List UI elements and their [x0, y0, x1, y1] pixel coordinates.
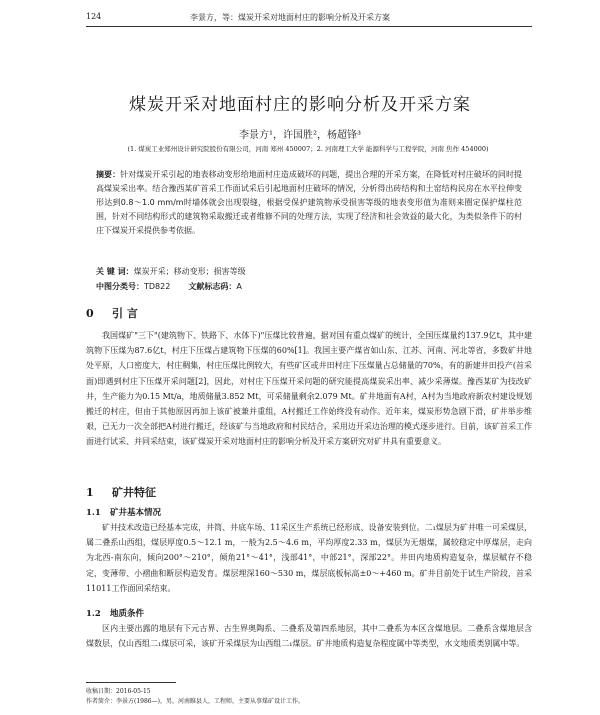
section-title: 矿井特征 [112, 486, 156, 499]
keywords-label: 关 键 词： [96, 267, 134, 276]
subsection-heading [86, 607, 144, 619]
body-paragraph: 矿井技术改造已经基本完成，井筒、井底车场、11采区生产系统已经形成、设备安装到位。二₁煤层为矿井唯一可采煤层，属二叠系山西组，煤层厚度0.5～12.1 m，一般为2.5～4.6 m，平均厚度2.33 m，煤层为无烟煤，属较稳定中厚煤层，走向为北西-南东向，倾向200°～210°，倾角21°～41°，浅部41°，中部21°，深部22°。井田内地质构造复杂，煤层赋存不稳定，变薄带、小褶曲和断层构造发育。煤层埋深160～530 m，煤层底板标高±0～+460 m。矿井目前处于试生产阶段，首采11011工作面回采结束。 [86, 523, 532, 593]
abstract [96, 168, 522, 238]
keywords [96, 266, 522, 277]
article-authors: 李景方¹，许国胜²，杨超锋³ [238, 130, 362, 141]
doc-code-label: 文献标志码： [188, 282, 237, 291]
footnote-author-bio: 作者简介：李景方(1986—)，男，河南睢县人，工程师，主要从事煤矿设计工作。 [86, 698, 304, 705]
running-title: 李景方，等：煤炭开采对地面村庄的影响分析及开采方案 [190, 13, 390, 22]
subsection-title: 地质条件 [110, 609, 145, 619]
subsection-title: 矿井基本情况 [110, 508, 162, 518]
section-number: 1 [86, 486, 94, 499]
section-number: 0 [86, 307, 94, 320]
section-title: 引 言 [112, 307, 138, 320]
subsection-number: 1.1 [86, 508, 101, 518]
subsection-number: 1.2 [86, 609, 101, 619]
running-header [86, 10, 532, 27]
section-heading [86, 305, 138, 321]
footnote-received: 收稿日期：2016-05-15 [86, 688, 151, 695]
footnote-divider [86, 682, 176, 683]
class-label: 中图分类号： [96, 282, 144, 291]
class-value: TD822 [144, 282, 171, 291]
section-heading [86, 484, 156, 500]
page-number: 124 [86, 12, 102, 21]
classification [96, 281, 522, 292]
keywords-text: 煤炭开采；移动变形；损害等级 [133, 267, 246, 276]
article-affiliation: (1. 煤炭工业郑州设计研究院股份有限公司，河南 郑州 450007；2. 河南理工大学 能源科学与工程学院，河南 焦作 454000) [127, 145, 489, 153]
abstract-label: 摘要： [96, 170, 121, 179]
abstract-text: 针对煤炭开采引起的地表移动变形给地面村庄造成破坏的问题，提出合理的开采方案，在降低对村庄破坏的同时提高煤炭采出率。结合豫西某矿首采工作面试采后引起地面村庄破坏的情况，分析得出砖结构和土窑结构民房在水平拉伸变形达到0.8～1.0 mm/m时墙体就会出现裂缝，根据受保护建筑物承受损害等级的地表变形值为准则来圈定保护煤柱范围，针对不同结构形式的建筑物采取搬迁或者维修不同的处理方法，实现了经济和社会效益的最大化，为类似条件下的村庄下煤炭开采提供参考依据。 [96, 170, 523, 235]
doc-code-value: A [236, 282, 242, 291]
body-paragraph: 区内主要出露的地层有下元古界、古生界奥陶系、二叠系及第四系地层，其中二叠系为本区含煤地层。二叠系含煤地层含煤数层，仅山西组二₁煤层可采，该矿开采煤层为山西组二₁煤层。矿井地质构造复杂程度属中等类型，水文地质类别属中等。 [86, 624, 532, 649]
subsection-heading [86, 506, 161, 518]
body-paragraph: 我国煤矿"三下"(建筑物下、铁路下、水体下)"压煤比较普遍，据对国有重点煤矿的统计，全国压煤量约137.9亿t，其中建筑物下压煤为87.6亿t，村庄下压煤占建筑物下压煤的60%[1]。我国主要产煤省如山东、江苏、河南、河北等省，多数矿井地处平原，人口密度大，村庄稠集，村庄压煤比例较大，有些矿区或井田村庄下压煤量占总储量的70%，有的新建井田投产(首采面)即遇到村庄下压煤开采问题[2]，因此，对村庄下压煤开采问题的研究能提高煤炭采出率、减少采薄煤。豫西某矿为技改矿井，生产能力为0.15 Mt/a，地质储量3.852 Mt，可采储量剩余2.079 Mt。矿井地面有A村，A村为当地政府新农村建设规划搬迁的村庄，但由于其他原因再加上该矿被兼并重组，A村搬迁工作始终没有动作。近年来，煤炭形势急剧下滑，矿井举步维艰，已无力一次全部把A村进行搬迁，经该矿与当地政府和村民结合，采用边开采边治理的模式逐步进行。目前，该矿首采工作面进行试采、并同采结束，该矿煤炭开采对地面村庄的影响分析及开采方案研究对矿井具有重要意义。 [86, 331, 532, 447]
article-title: 煤炭开采对地面村庄的影响分析及开采方案 [129, 95, 471, 115]
